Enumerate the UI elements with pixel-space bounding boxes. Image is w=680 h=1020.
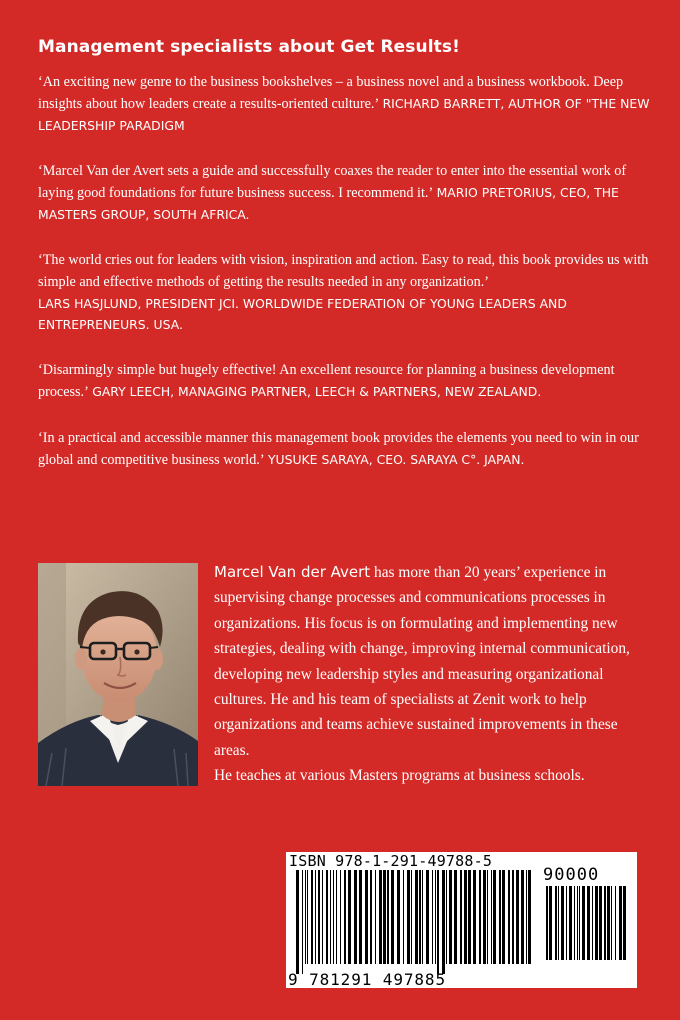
barcode-bar (305, 870, 306, 964)
endorsement-quote (38, 427, 658, 471)
barcode-bar (502, 870, 505, 964)
barcode-bar (574, 886, 575, 960)
quote-text: ‘In a practical and accessible manner this management book provides the elements you need to win in our global and competitive business world.’ (38, 430, 639, 468)
barcode-bar (493, 870, 496, 964)
barcode-bar (446, 870, 447, 964)
author-bio-text: has more than 20 years’ experience in supervising change processes and communications processes in organizations. His focus is on formulating and implementing new strategies, dealing with change, improving internal communication, developing new leadership styles and measuring organizational cultures. He and his team of specialists at Zenit work to help organizations and teams achieve sustained improvements in these areas. (214, 564, 630, 759)
barcode-bar (365, 870, 368, 964)
barcode-bar (379, 870, 382, 964)
quote-text: ‘An exciting new genre to the business bookshelves – a business novel and a business workbook. Deep insights about how leaders create a results-oriented culture.’ (38, 74, 624, 112)
barcode-bar (555, 886, 557, 960)
barcode-bar (432, 870, 433, 964)
barcode-bar (411, 870, 412, 964)
barcode-bar (391, 870, 394, 964)
barcode-bar (607, 886, 610, 960)
barcode-bar (311, 870, 313, 964)
barcode-bar (483, 870, 486, 964)
barcode-bar (403, 870, 404, 964)
barcode-bar (521, 870, 524, 964)
barcode-bar (333, 870, 334, 964)
barcode-bar (582, 886, 585, 960)
barcode-bar (561, 886, 564, 960)
endorsement-quote (38, 71, 658, 136)
barcode-bar (473, 870, 476, 964)
barcode-bar (528, 870, 531, 964)
barcode-bar (623, 886, 626, 960)
barcode-bar (549, 886, 552, 960)
barcode-bar (419, 870, 421, 964)
barcode-bar (491, 870, 492, 964)
barcode-bar (479, 870, 481, 964)
barcode-bar (587, 886, 590, 960)
barcode-bar (387, 870, 389, 964)
endorsement-quote (38, 249, 658, 335)
barcode-bar (592, 886, 593, 960)
quote-attribution: RICHARD BARRETT, AUTHOR OF "THE NEW LEADERSHIP PARADIGM (38, 96, 650, 133)
back-cover-heading: Management specialists about Get Results! (38, 37, 460, 57)
quote-attribution: MARIO PRETORIUS, CEO, THE MASTERS GROUP, SOUTH AFRICA. (38, 185, 619, 222)
barcode-bar (336, 870, 337, 964)
barcode-bar (307, 870, 308, 964)
barcode-bar (315, 870, 316, 964)
quote-text: ‘The world cries out for leaders with vision, inspiration and action. Easy to read, this book provides us with simple and effective methods of getting the results needed in any organization.’ (38, 252, 649, 290)
barcode-bar (426, 870, 429, 964)
barcode-bar (407, 870, 410, 964)
barcode-bar (460, 870, 462, 964)
endorsement-quote (38, 160, 658, 225)
barcode-bar (512, 870, 514, 964)
barcode-bar (454, 870, 457, 964)
ean-digits: 9 781291 497885 (288, 970, 446, 989)
endorsement-quote (38, 359, 658, 403)
barcode-bar (449, 870, 452, 964)
barcode-bar (383, 870, 386, 964)
barcode-bar (464, 870, 467, 964)
barcode-bar (604, 886, 606, 960)
isbn-barcode (286, 852, 637, 988)
quote-attribution: YUSUKE SARAYA, CEO. SARAYA C°. JAPAN. (267, 452, 525, 467)
barcode-bar (344, 870, 346, 964)
barcode-bar (566, 886, 567, 960)
barcode-bar (437, 870, 439, 974)
barcode-bar (318, 870, 320, 964)
author-bio (214, 560, 654, 789)
barcode-bar (611, 886, 612, 960)
barcode-bar (326, 870, 328, 964)
barcode-bar (526, 870, 527, 964)
barcode-bar (546, 886, 548, 960)
quote-attribution: LARS HASJLUND, PRESIDENT JCI. WORLDWIDE FEDERATION OF YOUNG LEADERS AND ENTREPRENEURS. USA. (38, 296, 567, 332)
barcode-bar (577, 886, 578, 960)
author-name: Marcel Van der Avert (214, 563, 371, 581)
barcode-bar (558, 886, 559, 960)
barcode-bar (579, 886, 580, 960)
endorsement-quotes (38, 71, 658, 495)
barcode-bar (442, 870, 445, 974)
barcode-bar (599, 886, 602, 960)
quote-attribution: GARY LEECH, MANAGING PARTNER, LEECH & PARTNERS, NEW ZEALAND. (92, 384, 542, 399)
barcode-bar (487, 870, 488, 964)
barcode-bar (340, 870, 341, 964)
author-bio-teaching: He teaches at various Masters programs at business schools. (214, 767, 585, 785)
addon-bars (546, 886, 632, 970)
barcode-bar (296, 870, 299, 974)
barcode-bar (322, 870, 323, 964)
ean13-bars (296, 870, 536, 974)
barcode-bar (619, 886, 622, 960)
barcode-bar (370, 870, 372, 964)
barcode-bar (354, 870, 357, 964)
barcode-bar (468, 870, 471, 964)
barcode-bar (508, 870, 510, 964)
barcode-bar (435, 870, 436, 964)
author-photo (38, 563, 198, 786)
barcode-bar (569, 886, 572, 960)
barcode-bar (359, 870, 362, 964)
price-code: 90000 (543, 865, 600, 885)
barcode-bar (375, 870, 376, 964)
barcode-bar (422, 870, 423, 964)
barcode-bar (595, 886, 598, 960)
isbn-label: ISBN 978-1-291-49788-5 (289, 852, 493, 870)
barcode-bar (516, 870, 519, 964)
quote-text: ‘Disarmingly simple but hugely effective! An excellent resource for planning a business development process.’ (38, 362, 615, 400)
barcode-bar (499, 870, 501, 964)
barcode-bar (348, 870, 351, 964)
barcode-bar (330, 870, 331, 964)
quote-text: ‘Marcel Van der Avert sets a guide and successfully coaxes the reader to enter into the essential work of laying good foundations for future business success. I recommend it.’ (38, 163, 627, 201)
barcode-bar (302, 870, 303, 974)
barcode-bar (415, 870, 418, 964)
barcode-bar (615, 886, 616, 960)
barcode-bar (397, 870, 400, 964)
